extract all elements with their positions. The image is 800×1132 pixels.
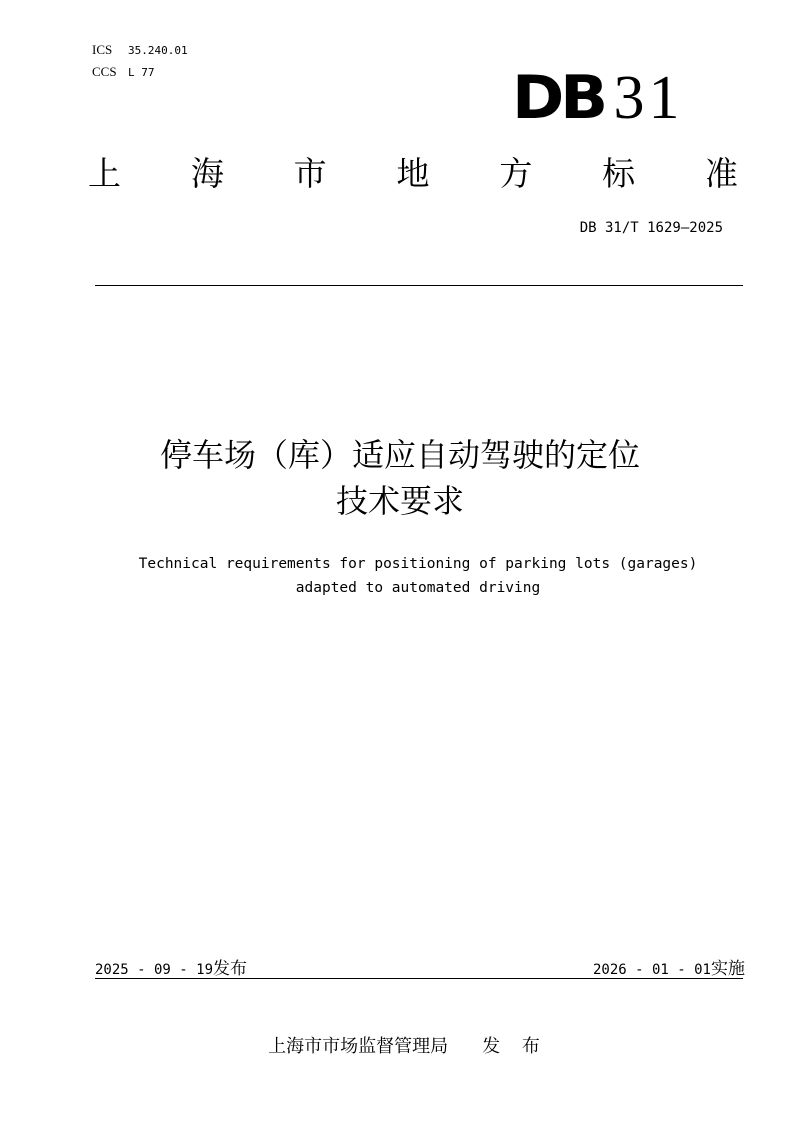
classification-block [92, 39, 188, 83]
issue-date [95, 954, 247, 979]
standard-type-char: 方 [499, 154, 533, 193]
standard-type-char: 标 [602, 154, 636, 193]
db-logo [512, 63, 684, 133]
standard-type-char: 市 [293, 154, 327, 193]
issuer-line [0, 1032, 800, 1058]
title-chinese-line2: 技术要求 [335, 482, 464, 520]
standard-type-heading [88, 152, 738, 196]
standard-type-char: 准 [704, 154, 738, 193]
implementation-date [593, 954, 745, 979]
db-logo-letters: DB [512, 63, 604, 133]
implementation-date-label: 实施 [711, 959, 745, 979]
issuer-action: 发 布 [482, 1036, 548, 1057]
title-english-line1: Technical requirements for positioning of parking lots (garages) [138, 556, 698, 572]
ccs-label: CCS [92, 64, 117, 79]
standard-type-char: 地 [396, 154, 430, 193]
title-chinese [0, 432, 800, 524]
standard-type-char: 海 [190, 154, 224, 193]
bottom-divider [95, 978, 743, 979]
standard-number: DB 31/T 1629—2025 [579, 220, 723, 236]
top-divider [95, 285, 743, 286]
issue-date-label: 发布 [213, 959, 248, 979]
db-logo-number: 31 [613, 64, 684, 132]
ccs-line [92, 61, 188, 83]
title-english-line2: adapted to automated driving [295, 580, 541, 596]
implementation-date-value: 2026 - 01 - 01 [592, 962, 711, 978]
issuer-name: 上海市市场监督管理局 [268, 1036, 449, 1057]
ics-line [92, 39, 188, 61]
standard-type-char: 上 [88, 154, 121, 193]
title-english [0, 552, 800, 600]
issue-date-value: 2025 - 09 - 19 [95, 962, 214, 978]
ics-value: 35.240.01 [128, 44, 188, 57]
ccs-value: L 77 [128, 66, 155, 79]
ics-label: ICS [92, 42, 113, 57]
title-chinese-line1: 停车场（库）适应自动驾驶的定位 [159, 436, 640, 474]
